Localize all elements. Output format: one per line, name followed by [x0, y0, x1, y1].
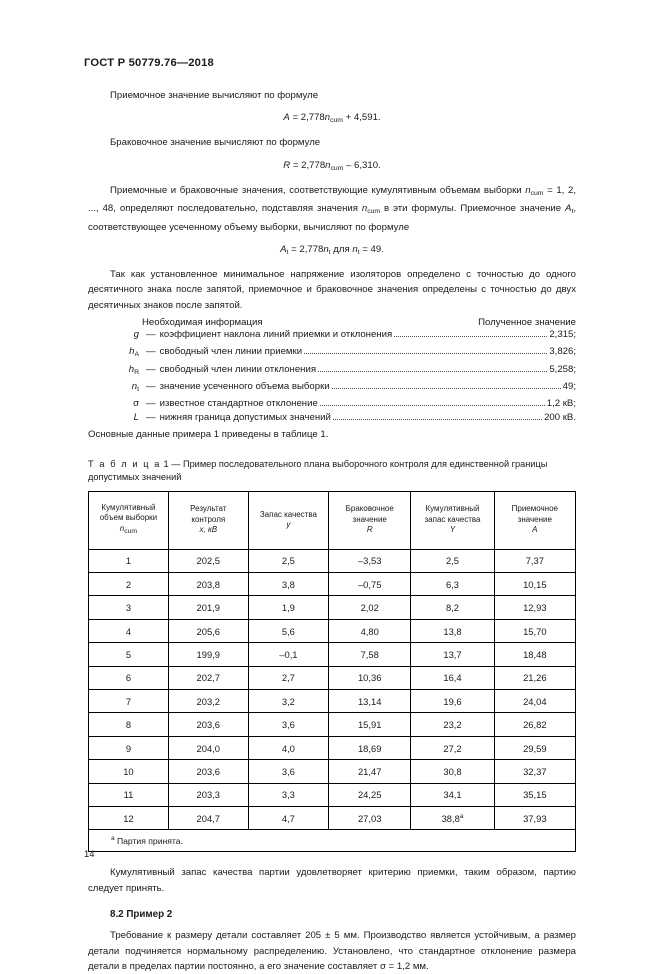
table-cell: 5: [89, 643, 169, 666]
parameter-value: 49;: [562, 380, 576, 392]
table-cell: –0,1: [248, 643, 328, 666]
paragraph-sequential-part2: = 1, 2, ..., 48, определяют последовательно, подставляя значения: [88, 184, 576, 215]
header-line-3: [91, 524, 166, 538]
parameter-label: свободный член линии приемки: [159, 346, 303, 358]
parameter-item-nt: [88, 380, 576, 397]
paragraph-basic-data: Основные данные примера 1 приведены в таблице 1.: [88, 429, 329, 441]
formula-R-var: n: [325, 159, 331, 171]
parameter-symbol-text: L: [133, 412, 139, 424]
table-caption-number: 1: [163, 458, 169, 469]
table-cell: 6: [89, 666, 169, 689]
formula-At-var2: n: [352, 244, 358, 256]
table-cell: 26,82: [494, 713, 575, 736]
table-cell: 203,6: [168, 713, 248, 736]
table-cell: 34,1: [411, 783, 494, 806]
table-cell: 203,2: [168, 690, 248, 713]
parameter-symbol: [88, 397, 146, 411]
parameter-list-header-left: Необходимая информация: [142, 317, 263, 329]
table-row: [89, 806, 576, 829]
formula-A-lhs: A: [283, 112, 290, 124]
formula-At-sub: t: [328, 249, 331, 257]
table-cell: –3,53: [329, 549, 411, 572]
table-cell: 1: [89, 549, 169, 572]
header-line-1: Запас качества: [259, 509, 317, 519]
table-cell: 201,9: [168, 596, 248, 619]
header-symbol: x, кВ: [199, 525, 218, 535]
table-cell: 202,5: [168, 549, 248, 572]
cell-footnote-marker: a: [459, 812, 464, 820]
formula-truncated-acceptance: [88, 244, 576, 256]
table-cell: 3,2: [248, 690, 328, 713]
formula-A-var: n: [324, 112, 331, 124]
leader-dots: [394, 336, 547, 337]
table-cell: 12: [89, 806, 169, 829]
table-cell: 4,80: [329, 619, 411, 642]
parameter-symbol: [88, 328, 146, 345]
parameter-symbol: [88, 345, 146, 362]
table-cell: 10,36: [329, 666, 411, 689]
column-header-rejection-value: [329, 491, 411, 549]
section-heading-8-2: 8.2 Пример 2: [110, 909, 173, 921]
formula-At-tail: = 49.: [359, 244, 384, 256]
table-cell: 29,59: [494, 736, 575, 759]
table-cell: –0,75: [329, 573, 411, 596]
parameter-value: 200 кВ.: [544, 412, 576, 424]
table-cell: 205,6: [168, 619, 248, 642]
parameter-dash: —: [146, 412, 156, 424]
table-cell: 13,7: [411, 643, 494, 666]
header-line-2: запас качества: [424, 514, 481, 524]
table-cell: 37,93: [494, 806, 575, 829]
table-cell: 5,6: [248, 619, 328, 642]
table-row: [89, 783, 576, 806]
parameter-symbol: [88, 363, 146, 380]
table-cell: 10,15: [494, 573, 575, 596]
parameter-label: свободный член линии отклонения: [159, 363, 317, 375]
header-line-3: [251, 520, 326, 531]
formula-At-lhs-sub: t: [286, 249, 289, 257]
table-cell: 4,0: [248, 736, 328, 759]
parameter-dash: —: [146, 346, 156, 358]
table-cell: 23,2: [411, 713, 494, 736]
parameter-symbol-text: h: [128, 363, 135, 375]
formula-A-sub: cum: [330, 117, 343, 125]
parameter-item-L: [88, 411, 576, 425]
table-cell: 27,03: [329, 806, 411, 829]
header-line-1: Результат: [190, 504, 227, 514]
formula-At-sub2: t: [357, 249, 360, 257]
parameter-dash: —: [146, 398, 156, 410]
parameter-label: коэффициент наклона линий приемки и отклонения: [159, 329, 393, 341]
header-symbol-sub: cum: [124, 527, 138, 535]
table-caption: [88, 458, 576, 485]
header-symbol: Y: [449, 525, 456, 535]
table-cell: 16,4: [411, 666, 494, 689]
table-row: [89, 760, 576, 783]
paragraph-intro-acceptance: Приемочное значение вычисляют по формуле: [110, 90, 319, 101]
table-cell: 35,15: [494, 783, 575, 806]
table-cell: 30,8: [411, 760, 494, 783]
table-cell: 2,02: [329, 596, 411, 619]
formula-At-var: n: [323, 244, 329, 256]
var-ncum-1-sub: cum: [530, 189, 544, 197]
table-cell: 13,14: [329, 690, 411, 713]
table-cell: 202,7: [168, 666, 248, 689]
formula-A-eq: = 2,778: [289, 112, 325, 124]
table-cell: 12,93: [494, 596, 575, 619]
table-row: [89, 736, 576, 759]
table-cell: 204,7: [168, 806, 248, 829]
footnote-text: Партия принята.: [116, 835, 183, 846]
parameter-label: известное стандартное отклонение: [159, 398, 318, 410]
paragraph-sequential-part4: , соответствующее усеченному объему выборки, вычисляют по формуле: [88, 203, 576, 233]
table-footnote-row: [89, 830, 576, 852]
table-cell: 10: [89, 760, 169, 783]
parameter-value: 1,2 кВ;: [546, 398, 576, 410]
footnote-marker: a: [111, 834, 115, 842]
parameter-symbol-sub: A: [134, 351, 139, 359]
table-cell: 7,37: [494, 549, 575, 572]
leader-dots: [304, 353, 547, 354]
header-symbol: n: [119, 523, 125, 533]
header-line-2: значение: [352, 514, 387, 524]
parameter-dash: —: [146, 329, 156, 341]
table-cell: 2: [89, 573, 169, 596]
parameter-value: 2,315;: [549, 329, 576, 341]
formula-At-lhs: A: [280, 244, 287, 256]
column-header-cumulative-sample-size: [89, 491, 169, 549]
parameter-list-header-right: Полученное значение: [478, 317, 576, 329]
table-cell: 9: [89, 736, 169, 759]
header-line-1: Кумулятивный: [425, 504, 480, 514]
table-row: [89, 666, 576, 689]
formula-At-eq: = 2,778: [288, 244, 324, 256]
table-foot: [89, 830, 576, 852]
table-header-row: [89, 491, 576, 549]
table-cell: 6,3: [411, 573, 494, 596]
parameter-symbol-text: σ: [133, 398, 139, 410]
table-cell: 21,26: [494, 666, 575, 689]
table-cell: 203,3: [168, 783, 248, 806]
table-row: [89, 549, 576, 572]
parameter-value: 5,258;: [549, 363, 576, 375]
var-ncum-2: n: [361, 203, 368, 215]
parameter-label: нижняя граница допустимых значений: [159, 412, 331, 424]
column-header-quality-margin: [248, 491, 328, 549]
formula-R-tail: – 6,310.: [343, 159, 381, 171]
table-row: [89, 713, 576, 736]
header-line-3: [497, 525, 573, 536]
header-line-3: [331, 525, 408, 536]
table-footnote-cell: [89, 830, 576, 852]
header-line-2: значение: [517, 514, 552, 524]
table-cell: 3,8: [248, 573, 328, 596]
paragraph-sequential-plan: [88, 183, 576, 235]
table-cell: 2,7: [248, 666, 328, 689]
column-header-acceptance-value: [494, 491, 575, 549]
formula-R-sub: cum: [330, 164, 344, 172]
parameter-symbol-sub: R: [134, 368, 139, 376]
table-row: [89, 573, 576, 596]
parameter-label: значение усеченного объема выборки: [159, 380, 330, 392]
header-line-1: Браковочное: [345, 504, 394, 514]
table-caption-label: Т а б л и ц а: [88, 458, 161, 469]
table-cell: 18,48: [494, 643, 575, 666]
table-cell: 2,5: [248, 549, 328, 572]
table-caption-dash: —: [171, 458, 181, 469]
header-line-1: Кумулятивный: [101, 502, 156, 512]
header-line-1: Приемочное: [511, 504, 558, 514]
parameter-item-hR: [88, 363, 576, 380]
leader-dots: [333, 419, 542, 420]
paragraph-sequential-part3: в эти формулы. Приемочное значение: [380, 203, 566, 215]
header-symbol: R: [366, 525, 373, 535]
table-cell: 3: [89, 596, 169, 619]
parameter-symbol: [88, 411, 146, 425]
formula-At-mid: для: [330, 244, 353, 256]
header-line-3: [413, 525, 491, 536]
paragraph-example-2: Требование к размеру детали составляет 205 ± 5 мм. Производство является устойчивым, а размер детали подчиняется нормальному распределению. Установлено, что стандартное отклонение размера детали в пределах партии постоянно, а его значение составляет σ = 1,2 мм.: [88, 930, 576, 972]
table-cell: 8: [89, 713, 169, 736]
table-cell: 7,58: [329, 643, 411, 666]
table-row: [89, 619, 576, 642]
table-cell: 204,0: [168, 736, 248, 759]
page-number: 14: [84, 848, 95, 859]
table-cell: 13,8: [411, 619, 494, 642]
var-ncum-1: n: [525, 184, 531, 196]
table-cell: 203,6: [168, 760, 248, 783]
table-cell: 38,8$^a$: [411, 806, 494, 829]
parameter-list: [88, 328, 576, 425]
table-cell: 15,91: [329, 713, 411, 736]
table-cell: 203,8: [168, 573, 248, 596]
table-cell: 1,9: [248, 596, 328, 619]
leader-dots: [332, 388, 561, 389]
column-header-measurement-result: [168, 491, 248, 549]
table-row: [89, 690, 576, 713]
paragraph-sequential-part1: Приемочные и браковочные значения, соответствующие кумулятивным объемам выборки: [110, 184, 526, 196]
parameter-symbol-text: h: [129, 346, 135, 358]
leader-dots: [320, 405, 545, 406]
table-cell: 8,2: [411, 596, 494, 619]
formula-R-lhs: R: [283, 159, 291, 171]
table-cell: 4,7: [248, 806, 328, 829]
table-cell: 24,25: [329, 783, 411, 806]
header-line-3: [171, 525, 246, 536]
table-cell: 27,2: [411, 736, 494, 759]
parameter-symbol-text: g: [133, 329, 139, 341]
document-body: [88, 88, 576, 974]
paragraph-intro-rejection: Браковочное значение вычисляют по формуле: [110, 137, 321, 149]
paragraph-conclusion: Кумулятивный запас качества партии удовлетворяет критерию приемки, таким образом, партию следует принять.: [88, 867, 576, 894]
formula-rejection-value: [88, 160, 576, 172]
var-At: A: [565, 203, 572, 215]
header-symbol: A: [532, 525, 538, 535]
formula-R-eq: = 2,778: [290, 159, 326, 171]
table-cell: 3,6: [248, 760, 328, 783]
parameter-symbol-sub: t: [137, 385, 139, 393]
page-header-standard-title: ГОСТ Р 50779.76—2018: [84, 57, 214, 69]
table-row: [89, 643, 576, 666]
parameter-item-g: [88, 328, 576, 345]
table-cell: 32,37: [494, 760, 575, 783]
table-cell: 3,6: [248, 713, 328, 736]
table-cell: 18,69: [329, 736, 411, 759]
table-cell: 24,04: [494, 690, 575, 713]
table-caption-text: Пример последовательного плана выборочного контроля для единственной границы допустимых значений: [88, 458, 548, 483]
parameter-list-header: [88, 317, 576, 328]
var-At-sub: t: [571, 208, 574, 216]
table-cell: 199,9: [168, 643, 248, 666]
table-cell: 2,5: [411, 549, 494, 572]
parameter-symbol: [88, 380, 146, 397]
table-cell: 11: [89, 783, 169, 806]
formula-A-tail: + 4,591.: [342, 112, 381, 124]
header-line-2: контроля: [191, 514, 226, 524]
table-row: [89, 596, 576, 619]
table-body: [89, 549, 576, 830]
parameter-item-hA: [88, 345, 576, 362]
formula-acceptance-value: [88, 112, 576, 124]
parameter-symbol-text: n: [131, 380, 138, 392]
sampling-plan-table: [88, 491, 576, 853]
table-head: [89, 491, 576, 549]
table-cell: 21,47: [329, 760, 411, 783]
parameter-dash: —: [146, 380, 156, 392]
leader-dots: [318, 371, 547, 372]
header-line-2: объем выборки: [99, 513, 158, 523]
paragraph-precision: Так как установленное минимальное напряжение изоляторов определено с точностью до одного десятичного знака после запятой, приемочное и браковочное значения определены с точностью до двух десятичных знаков после запятой.: [88, 269, 576, 311]
table-cell: 19,6: [411, 690, 494, 713]
column-header-cumulative-quality-margin: [411, 491, 494, 549]
table-cell: 15,70: [494, 619, 575, 642]
parameter-dash: —: [146, 363, 156, 375]
table-cell: 4: [89, 619, 169, 642]
var-ncum-2-sub: cum: [367, 208, 381, 216]
header-symbol: y: [286, 520, 291, 530]
table-cell: 3,3: [248, 783, 328, 806]
parameter-value: 3,826;: [549, 346, 576, 358]
parameter-item-sigma: [88, 397, 576, 411]
table-cell: 7: [89, 690, 169, 713]
